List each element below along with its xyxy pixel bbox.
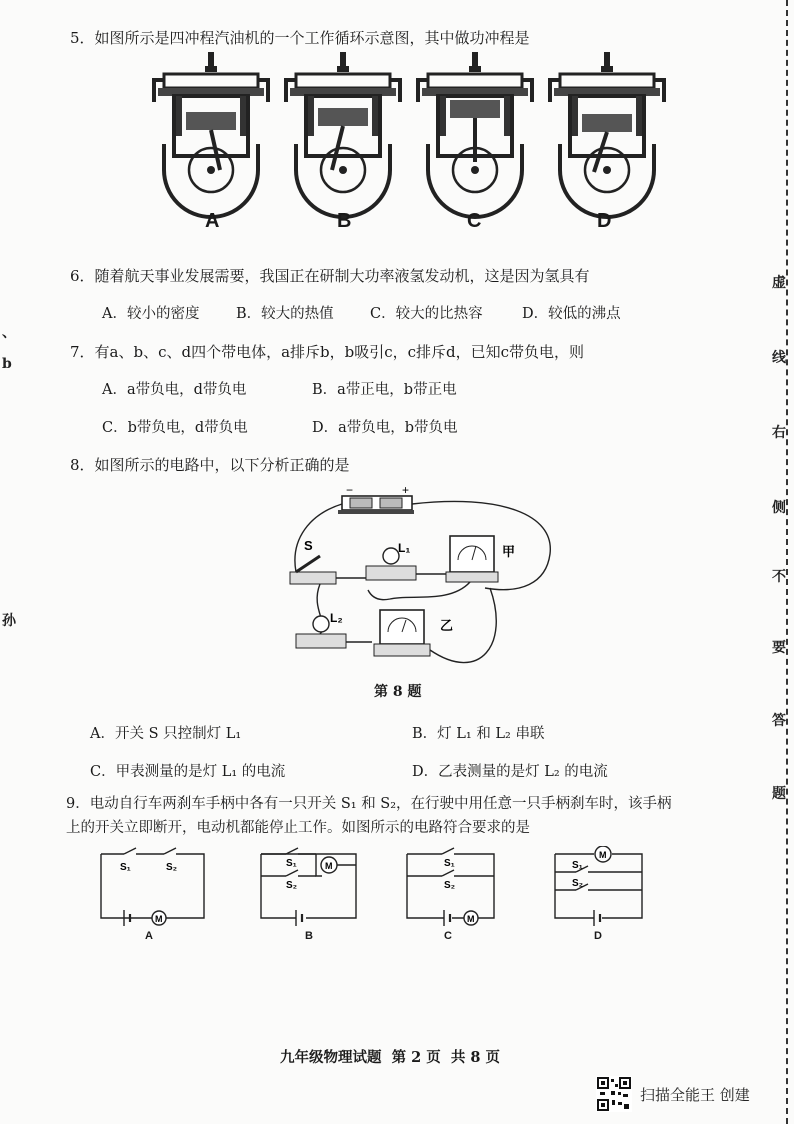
circuit-b bbox=[261, 848, 356, 926]
svg-text:M: M bbox=[155, 914, 163, 924]
margin-char: 侧 bbox=[772, 500, 786, 516]
question-8-option-b[interactable]: B．灯 L₁ 和 L₂ 串联 bbox=[412, 726, 545, 742]
question-6-option-d[interactable]: D．较低的沸点 bbox=[522, 306, 621, 322]
engine-label-b: B bbox=[337, 210, 352, 232]
page-footer: 九年级物理试题 第 2 页 共 8 页 bbox=[280, 1049, 501, 1066]
ammeter-jia-label: 甲 bbox=[502, 544, 516, 559]
engine-label-c: C bbox=[467, 210, 482, 232]
margin-char: 要 bbox=[772, 640, 786, 656]
margin-char: 线 bbox=[772, 350, 786, 366]
circuit-label-b: B bbox=[305, 930, 313, 942]
question-8-option-a[interactable]: A．开关 S 只控制灯 L₁ bbox=[90, 726, 242, 742]
margin-char: 题 bbox=[772, 786, 786, 802]
question-7-option-c[interactable]: C．b带负电，d带负电 bbox=[102, 420, 248, 436]
circuit-label-d: D bbox=[594, 930, 602, 942]
figure-8-caption: 第 8 题 bbox=[374, 684, 422, 700]
circuit-label-c: C bbox=[444, 930, 452, 942]
switch-label: S bbox=[304, 538, 313, 553]
svg-text:S₁: S₁ bbox=[286, 858, 297, 869]
circuit-figure-q8 bbox=[280, 484, 580, 684]
question-7-stem: 7．有a、b、c、d四个带电体，a排斥b，b吸引c，c排斥d，已知c带负电，则 bbox=[70, 343, 585, 361]
question-7-option-a[interactable]: A．a带负电，d带负电 bbox=[102, 382, 247, 398]
lamp-l1-label: L₁ bbox=[398, 541, 411, 555]
question-8-stem: 8．如图所示的电路中，以下分析正确的是 bbox=[70, 456, 350, 474]
svg-text:S₂: S₂ bbox=[166, 862, 178, 873]
svg-text:S₁: S₁ bbox=[572, 860, 583, 871]
engine-diagrams bbox=[150, 52, 670, 232]
left-margin-char: b bbox=[2, 356, 12, 372]
question-6-option-c[interactable]: C．较大的比热容 bbox=[370, 306, 483, 322]
left-margin-char: 孙 bbox=[2, 613, 16, 629]
margin-char: 虚 bbox=[772, 275, 786, 291]
svg-text:S₂: S₂ bbox=[444, 880, 456, 891]
circuit-d bbox=[555, 846, 642, 926]
question-9-stem-line2: 上的开关立即断开，电动机都能停止工作。如图所示的电路符合要求的是 bbox=[66, 820, 530, 836]
engine-label-d: D bbox=[597, 210, 612, 232]
svg-text:M: M bbox=[599, 850, 607, 860]
svg-text:S₁: S₁ bbox=[120, 862, 131, 873]
scanner-watermark: 扫描全能王 创建 bbox=[640, 1086, 750, 1104]
svg-text:M: M bbox=[325, 861, 333, 871]
circuit-c bbox=[407, 848, 494, 926]
svg-text:S₂: S₂ bbox=[286, 880, 298, 891]
engine-label-a: A bbox=[205, 210, 220, 232]
battery-minus: − bbox=[346, 484, 354, 497]
svg-text:S₂: S₂ bbox=[572, 878, 584, 889]
question-9-stem-line1: 9．电动自行车两刹车手柄中各有一只开关 S₁ 和 S₂，在行驶中用任意一只手柄刹车时，该手柄 bbox=[66, 796, 672, 812]
lamp-l2-label: L₂ bbox=[330, 611, 343, 625]
question-5-stem: 5．如图所示是四冲程汽油机的一个工作循环示意图，其中做功冲程是 bbox=[70, 29, 530, 47]
question-7-option-d[interactable]: D．a带负电，b带负电 bbox=[312, 420, 458, 436]
svg-text:M: M bbox=[467, 914, 475, 924]
svg-text:S₁: S₁ bbox=[444, 858, 455, 869]
battery-plus: + bbox=[402, 484, 410, 497]
circuit-a bbox=[101, 848, 204, 926]
qr-code-icon bbox=[596, 1076, 632, 1112]
margin-char: 不 bbox=[772, 569, 786, 585]
ammeter-yi-label: 乙 bbox=[440, 618, 454, 633]
question-6-stem: 6．随着航天事业发展需要，我国正在研制大功率液氢发动机，这是因为氢具有 bbox=[70, 267, 590, 285]
question-6-option-b[interactable]: B．较大的热值 bbox=[236, 306, 334, 322]
left-margin-char: 、 bbox=[2, 325, 16, 341]
binding-dashed-line bbox=[786, 0, 788, 1124]
question-8-option-d[interactable]: D．乙表测量的是灯 L₂ 的电流 bbox=[412, 764, 608, 780]
circuit-options-q9 bbox=[96, 846, 656, 946]
margin-char: 答 bbox=[772, 713, 786, 729]
question-6-option-a[interactable]: A．较小的密度 bbox=[102, 306, 200, 322]
question-8-option-c[interactable]: C．甲表测量的是灯 L₁ 的电流 bbox=[90, 764, 286, 780]
circuit-label-a: A bbox=[145, 930, 153, 942]
margin-char: 右 bbox=[772, 425, 786, 441]
question-7-option-b[interactable]: B．a带正电，b带正电 bbox=[312, 382, 457, 398]
